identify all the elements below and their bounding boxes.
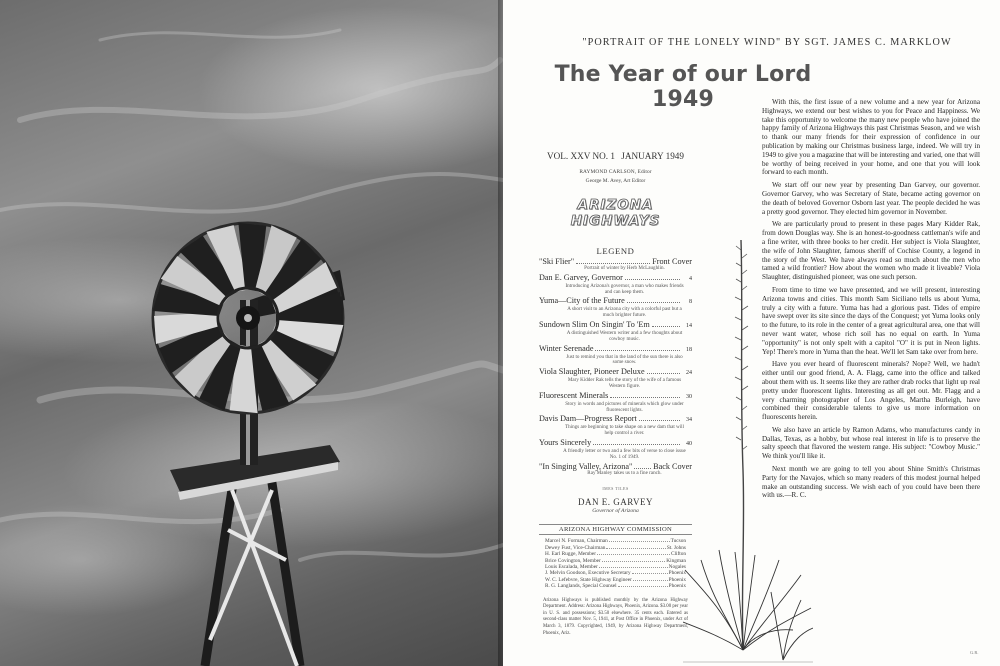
legend-item [539,320,692,343]
arizona-highways-logo: ARIZONA HIGHWAYS [570,197,661,229]
legend-item-page: 24 [686,370,692,377]
legend-item-desc: Story in words and pictures of minerals which glow under fluorescent lights. [565,400,684,413]
legend-list [539,257,692,476]
legend-item-page: 8 [689,299,692,306]
legend-item [539,367,692,390]
member-name: Louis Escalada, Member [545,563,598,570]
legend-item-title: Winter Serenade [539,343,594,353]
page-title: The Year of our Lord 1949 [554,62,812,112]
legend-item [539,296,692,319]
article-paragraph: We also have an article by Ramon Adams, who manufactures candy in Dallas, Texas, as a hobby, but whose real interest in life is to preserve the salty speech that flavored the western range. His subject: "Cowboy Music." We think you'll like it. [762,425,980,461]
commission-member [545,583,686,589]
commission-list [539,538,692,589]
legend-item-title: "Ski Flier" [539,257,575,266]
legend-item-title: Sundown Slim On Singin' To 'Em [539,319,650,329]
legend-item-page: 40 [686,440,692,447]
article-paragraph: Have you ever heard of fluorescent minerals? Nope? Well, we hadn't either until our good friend, A. A. Flagg, came into the office and talked about them with us. It seems like they are rather drab rocks that light up real pretty under fluorescent lights. Interesting as all get out. Mr. Flagg and a very charming photographer of Los Angeles, Martha Burleigh, have combined their considerable talents to give us more information on fluorescents herein. [762,360,980,422]
member-place: Tucson [670,538,686,545]
editorial-page [503,0,1000,666]
governor-title: Governor of Arizona [592,508,639,515]
editor-credit: RAYMOND CARLSON, Editor [579,169,652,175]
legend-item-title: "In Singing Valley, Arizona" [539,461,633,471]
legend-item-desc: A short visit to an Arizona city with a colorful past but a much brighter future. [567,306,682,319]
member-place: Phoenix [668,583,686,590]
volume-number: VOL. XXV NO. 1 [547,151,615,161]
legend-item-page: 30 [686,393,692,400]
member-place: Phoenix [668,576,686,583]
member-place: Clifton [670,551,686,558]
legend-item [539,438,692,461]
publication-note: Arizona Highways is published monthly by the Arizona Highway Department. Address: Arizona Highways, Phoenix, Arizona. $3.00 per year in U. S. and possessions; $3.50 elsewhere. 35 cents each. Entered as second-class matter Nov. 5, 1941, at Post Office in Phoenix, under Act of March 3, 1879. Copyrighted, 1949, by Arizona Highway Department, Phoenix, Ariz. [543,597,688,636]
editorial-article [762,98,980,504]
legend-item-title: Dan E. Garvey, Governor [539,272,623,282]
legend-item-desc: Mary Kidder Rak tells the story of the wife of a famous Western figure. [567,377,682,389]
legend-item [539,257,692,272]
ornament-divider: IMES TILES [602,486,629,492]
legend-item-title: Yours Sincerely [539,437,592,447]
legend-item-page: 14 [686,322,692,329]
legend-item-title: Fluorescent Minerals [539,390,609,400]
volume-line [539,151,692,161]
legend-title: LEGEND [596,246,635,256]
masthead [539,151,692,637]
article-paragraph: We are particularly proud to present in these pages Mary Kidder Rak, from down Douglas way. She is an honest-to-goodness cattleman's wife and a fine writer, with three books to her credit. Her subject is Viola Slaughter, the wife of John Slaughter, famous sheriff of Cochise County, a legend in the story of the West. We have always read so much about the men who tamed a wild frontier? How about the women who made it liveable? Viola Slaughter, distinguished pioneer, was one such person. [762,220,980,282]
legend-item-title: Yuma—City of the Future [539,296,625,306]
article-paragraph: From time to time we have presented, and we will present, interesting Arizona towns and cities. This month Sam Siciliano tells us about Yuma, truly a city with a future. Yuma has had a glorious past. Tides of empire have swept over its site since the days of the Conquest; yet Yuma looks only to the future, to its role in the center of a great agricultural area, one that will never want water, whose rich soil has no equal on earth. In Yuma "opportunity" is not only spelt with a capitol "O" it is put in Neon lights. Yep! There's more in Yuma than the heat. We'll let Sam take over from here. [762,285,980,356]
art-editor-credit: George M. Avey, Art Editor [585,178,646,184]
member-name: H. Earl Rugge, Member [545,551,597,558]
member-place: Nogales [668,563,686,570]
member-place: Kingman [666,557,686,564]
commission-title: ARIZONA HIGHWAY COMMISSION [539,524,692,535]
issue-date: JANUARY 1949 [621,151,684,161]
member-place: St. Johns [666,544,686,551]
legend-item [539,414,692,437]
article-paragraph: Next month we are going to tell you about Shine Smith's Christmas Party for the Navajos, which so many readers of this modest journal helped make an outstanding success. We wish each of you could have been there with us.—R. C. [762,465,980,500]
legend-item-page: Back Cover [653,461,692,471]
illustrator-signature: G.R. [970,650,979,655]
legend-item-desc: Just to remind you that in the land of the sun there is also some snow. [566,353,683,366]
portrait-credit: "PORTRAIT OF THE LONELY WIND" BY SGT. JAMES C. MARKLOW [582,37,952,48]
legend-item-desc: Portrait of winter by Herb McLaughlin. [584,265,665,271]
legend-item-page: Front Cover [652,257,692,266]
member-name: W. C. Lefebvre, State Highway Engineer [545,576,632,583]
legend-item-page: 34 [686,417,692,424]
legend-item [539,462,692,477]
legend-item-desc: A friendly letter or two and a few bits of verse to close issue No. 1 of 1949. [563,447,686,460]
legend-item-desc: A distinguished Western writer and a few thoughts about cowboy music. [566,329,683,342]
member-name: Dewey Fust, Vice-Chairman [545,544,606,551]
member-place: Phoenix [668,570,686,577]
legend-item [539,344,692,367]
member-name: Brice Covington, Member [545,557,601,564]
legend-item-page: 18 [686,346,692,353]
legend-item [539,273,692,296]
legend-item-desc: Ray Manley takes us to a fine ranch. [587,469,662,476]
legend-item [539,391,692,414]
member-name: Marcel N. Forman, Chairman [545,538,608,545]
member-name: R. G. Langlands, Special Counsel [545,583,617,590]
legend-item-desc: Introducing Arizona's governor, a man who makes friends and can keep them. [565,282,684,295]
member-name: J. Melvin Goodson, Executive Secretary [545,570,631,577]
legend-item-title: Viola Slaughter, Pioneer Deluxe [539,367,645,377]
legend-item-page: 4 [689,275,692,282]
governor-name: DAN E. GARVEY [577,497,654,508]
article-paragraph: With this, the first issue of a new volume and a new year for Arizona Highways, we extend our best wishes to you for Peace and Happiness. We take this opportunity to welcome the many new people who have joined the happy family of Arizona Highways this past Christmas Season, and we wish to thank our many friends for their expression of confidence in our publication by making our Christmas business large, indeed. We will try in 1949 to give you a magazine that will be interesting and varied, one that will be worthy of being received in your home, and one that you will look forward to each month. [762,98,980,177]
legend-item-desc: Things are beginning to take shape on a new dam that will help control a river. [565,424,684,437]
legend-item-title: Davis Dam—Progress Report [539,414,637,424]
article-paragraph: We start off our new year by presenting Dan Garvey, our governor. Governor Garvey, who was Secretary of State, became acting governor on the death of beloved Governor Osborn last year. The people decided he was a pretty good governor. They elected him governor in November. [762,181,980,216]
